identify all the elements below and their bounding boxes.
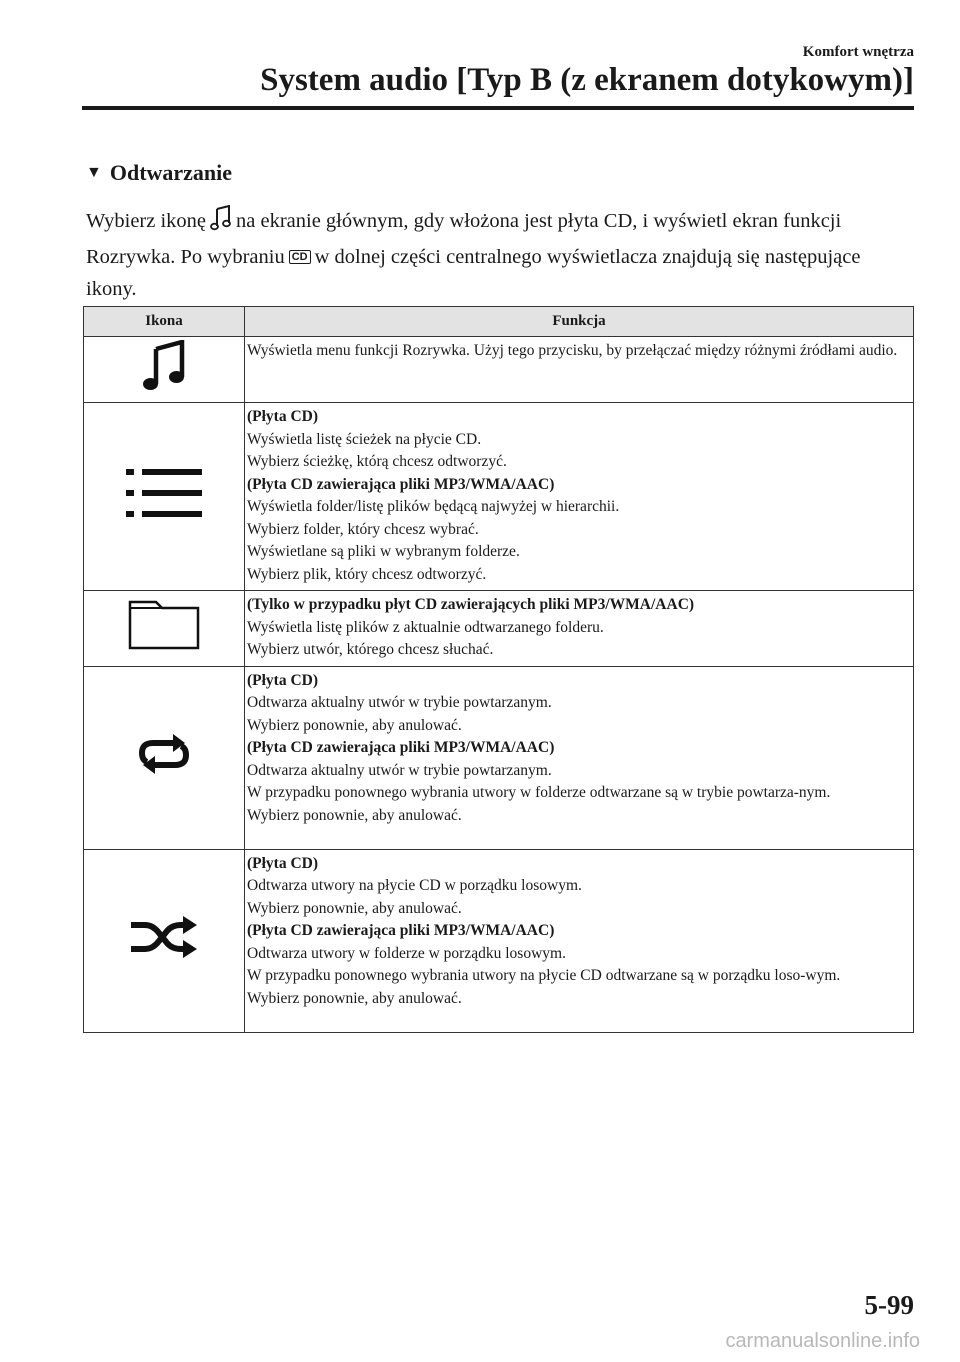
function-line: (Płyta CD) (247, 408, 319, 425)
function-line: Wybierz ponownie, aby anulować. (247, 716, 462, 734)
header-rule (82, 106, 914, 110)
cd-icon: CD (289, 250, 311, 264)
icon-cell (84, 337, 245, 403)
function-line: Wybierz ponownie, aby anulować. (247, 806, 462, 824)
function-line: (Płyta CD) (247, 671, 319, 689)
column-header-icon: Ikona (84, 307, 245, 337)
function-line: (Płyta CD) (247, 854, 319, 872)
table-row (84, 849, 914, 1032)
intro-text-1: Wybierz ikonę (86, 210, 207, 232)
table-row (84, 337, 914, 403)
page-number: 5-99 (864, 1290, 914, 1320)
function-line: Wyświetla menu funkcji Rozrywka. Użyj tego przycisku, by przełączać między różnymi źródłami audio. (247, 342, 898, 359)
triangle-down-icon: ▼ (86, 164, 102, 181)
function-line: Wybierz plik, który chcesz odtworzyć. (247, 565, 487, 583)
function-line: Wyświetla listę ścieżek na płycie CD. (247, 430, 482, 448)
icon-cell (84, 591, 245, 667)
column-header-function: Funkcja (245, 307, 914, 337)
table-row (84, 666, 914, 849)
header-subtitle: Komfort wnętrza (802, 44, 914, 60)
icon-function-table (83, 306, 914, 1033)
icon-cell (84, 403, 245, 591)
function-line: (Płyta CD zawierająca pliki MP3/WMA/AAC) (247, 922, 555, 939)
icon-cell (84, 666, 245, 849)
function-line: (Tylko w przypadku płyt CD zawierających pliki MP3/WMA/AAC) (247, 596, 695, 613)
watermark: carmanualsonline.info (725, 1330, 920, 1352)
function-cell (245, 591, 914, 667)
function-line: Wybierz ścieżkę, którą chcesz odtworzyć. (247, 453, 507, 470)
repeat-icon (135, 732, 193, 776)
function-line: Wybierz utwór, którego chcesz słuchać. (247, 641, 494, 658)
function-line: Odtwarza utwory na płycie CD w porządku losowym. (247, 877, 582, 894)
section-heading-text: Odtwarzanie (109, 160, 233, 185)
page-title: System audio [Typ B (z ekranem dotykowym)] (260, 62, 914, 98)
intro-text-3: w dolnej części centralnego wyświetlacza znajdują się następujące ikony. (86, 246, 861, 300)
music-note-icon (210, 205, 232, 241)
function-line: Wybierz folder, który chcesz wybrać. (247, 520, 479, 538)
music-note-icon (141, 340, 187, 392)
function-line: Wybierz ponownie, aby anulować. (247, 989, 462, 1007)
table-header-row (84, 307, 914, 337)
function-line: W przypadku ponownego wybrania utwory na płycie CD odtwarzane są w porządku loso-wym. (247, 967, 841, 984)
function-line: Wybierz ponownie, aby anulować. (247, 899, 462, 917)
icon-cell (84, 849, 245, 1032)
function-line: Odtwarza utwory w folderze w porządku losowym. (247, 944, 566, 962)
list-icon (124, 468, 204, 518)
function-line: Odtwarza aktualny utwór w trybie powtarzanym. (247, 694, 552, 711)
intro-paragraph (86, 205, 916, 305)
shuffle-icon (129, 915, 199, 959)
function-cell (245, 666, 914, 849)
function-line: Wyświetla folder/listę plików będącą najwyżej w hierarchii. (247, 498, 620, 515)
function-line: (Płyta CD zawierająca pliki MP3/WMA/AAC) (247, 739, 555, 756)
section-heading (86, 160, 232, 186)
function-line: Wyświetla listę plików z aktualnie odtwarzanego folderu. (247, 618, 604, 636)
function-line: (Płyta CD zawierająca pliki MP3/WMA/AAC) (247, 475, 555, 493)
folder-icon (128, 600, 200, 650)
function-cell (245, 403, 914, 591)
intro-text-2: na ekranie głównym, gdy włożona jest płyta CD, i wyświetl ekran funkcji Rozrywka. Po wybraniu (86, 210, 842, 268)
function-cell (245, 337, 914, 403)
function-line: Odtwarza aktualny utwór w trybie powtarzanym. (247, 761, 552, 779)
table-row (84, 403, 914, 591)
table-row (84, 591, 914, 667)
function-cell (245, 849, 914, 1032)
function-line: W przypadku ponownego wybrania utwory w folderze odtwarzane są w trybie powtarza-nym. (247, 784, 831, 801)
function-line: Wyświetlane są pliki w wybranym folderze. (247, 543, 520, 560)
